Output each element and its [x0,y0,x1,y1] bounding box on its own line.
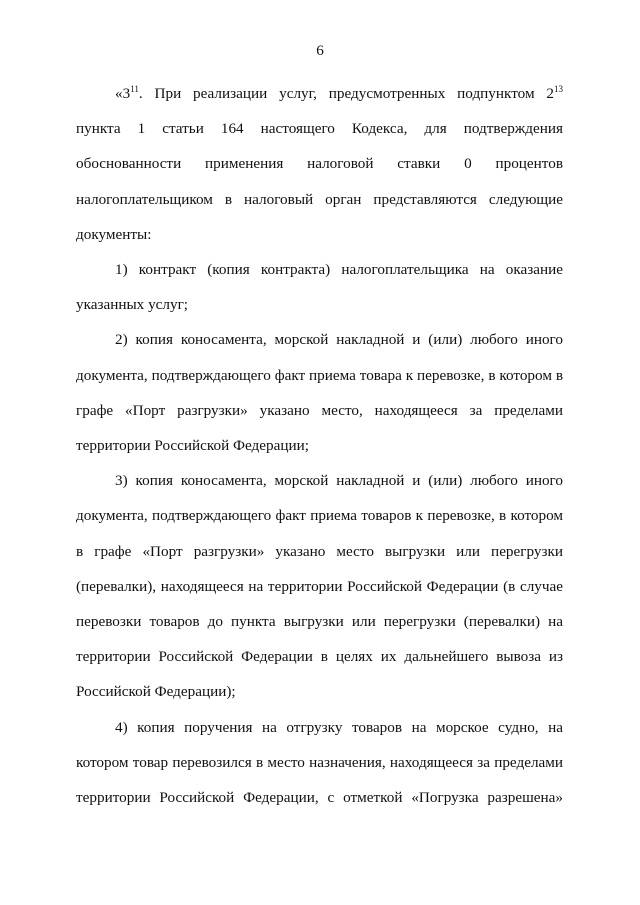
paragraph-mid: . При реализации услуг, предусмотренных подпунктом 2 [138,85,554,102]
paragraph-lead: «3 [115,85,131,102]
page-number: 6 [316,42,324,59]
list-item-1: 1) контракт (копия контракта) налогоплательщика на оказание указанных услуг; [76,261,563,314]
superscript-subpoint: 13 [554,83,563,94]
document-body [76,76,563,815]
paragraph-text: пункта 1 статьи 164 настоящего Кодекса, для подтверждения обоснованности применения налоговой ставки 0 процентов налогоплательщиком в налоговый орган представляются следующие документы: [76,120,563,243]
superscript-article: 11 [130,83,139,94]
list-item-4: 4) копия поручения на отгрузку товаров на морское судно, на котором товар перевозился в место назначения, находящееся за пределами территории Российской Федерации, с отметкой «Погрузка разрешена» [76,718,563,807]
list-item-2: 2) копия коносамента, морской накладной и (или) любого иного документа, подтверждающего факт приема товара к перевозке, в котором в графе «Порт разгрузки» указано место, находящееся за пределами территории Российской Федерации; [76,331,563,455]
list-item-3: 3) копия коносамента, морской накладной и (или) любого иного документа, подтверждающего факт приема товаров к перевозке, в котором в графе «Порт разгрузки» указано место выгрузки или перегрузки (перевалки), находящееся на территории Российской Федерации (в случае перевозки товаров до пункта выгрузки или перегрузки (перевалки) на территории Российской Федерации в целях их дальнейшего вывоза из Российской Федерации); [76,472,563,701]
paragraph-article-intro [76,76,563,252]
